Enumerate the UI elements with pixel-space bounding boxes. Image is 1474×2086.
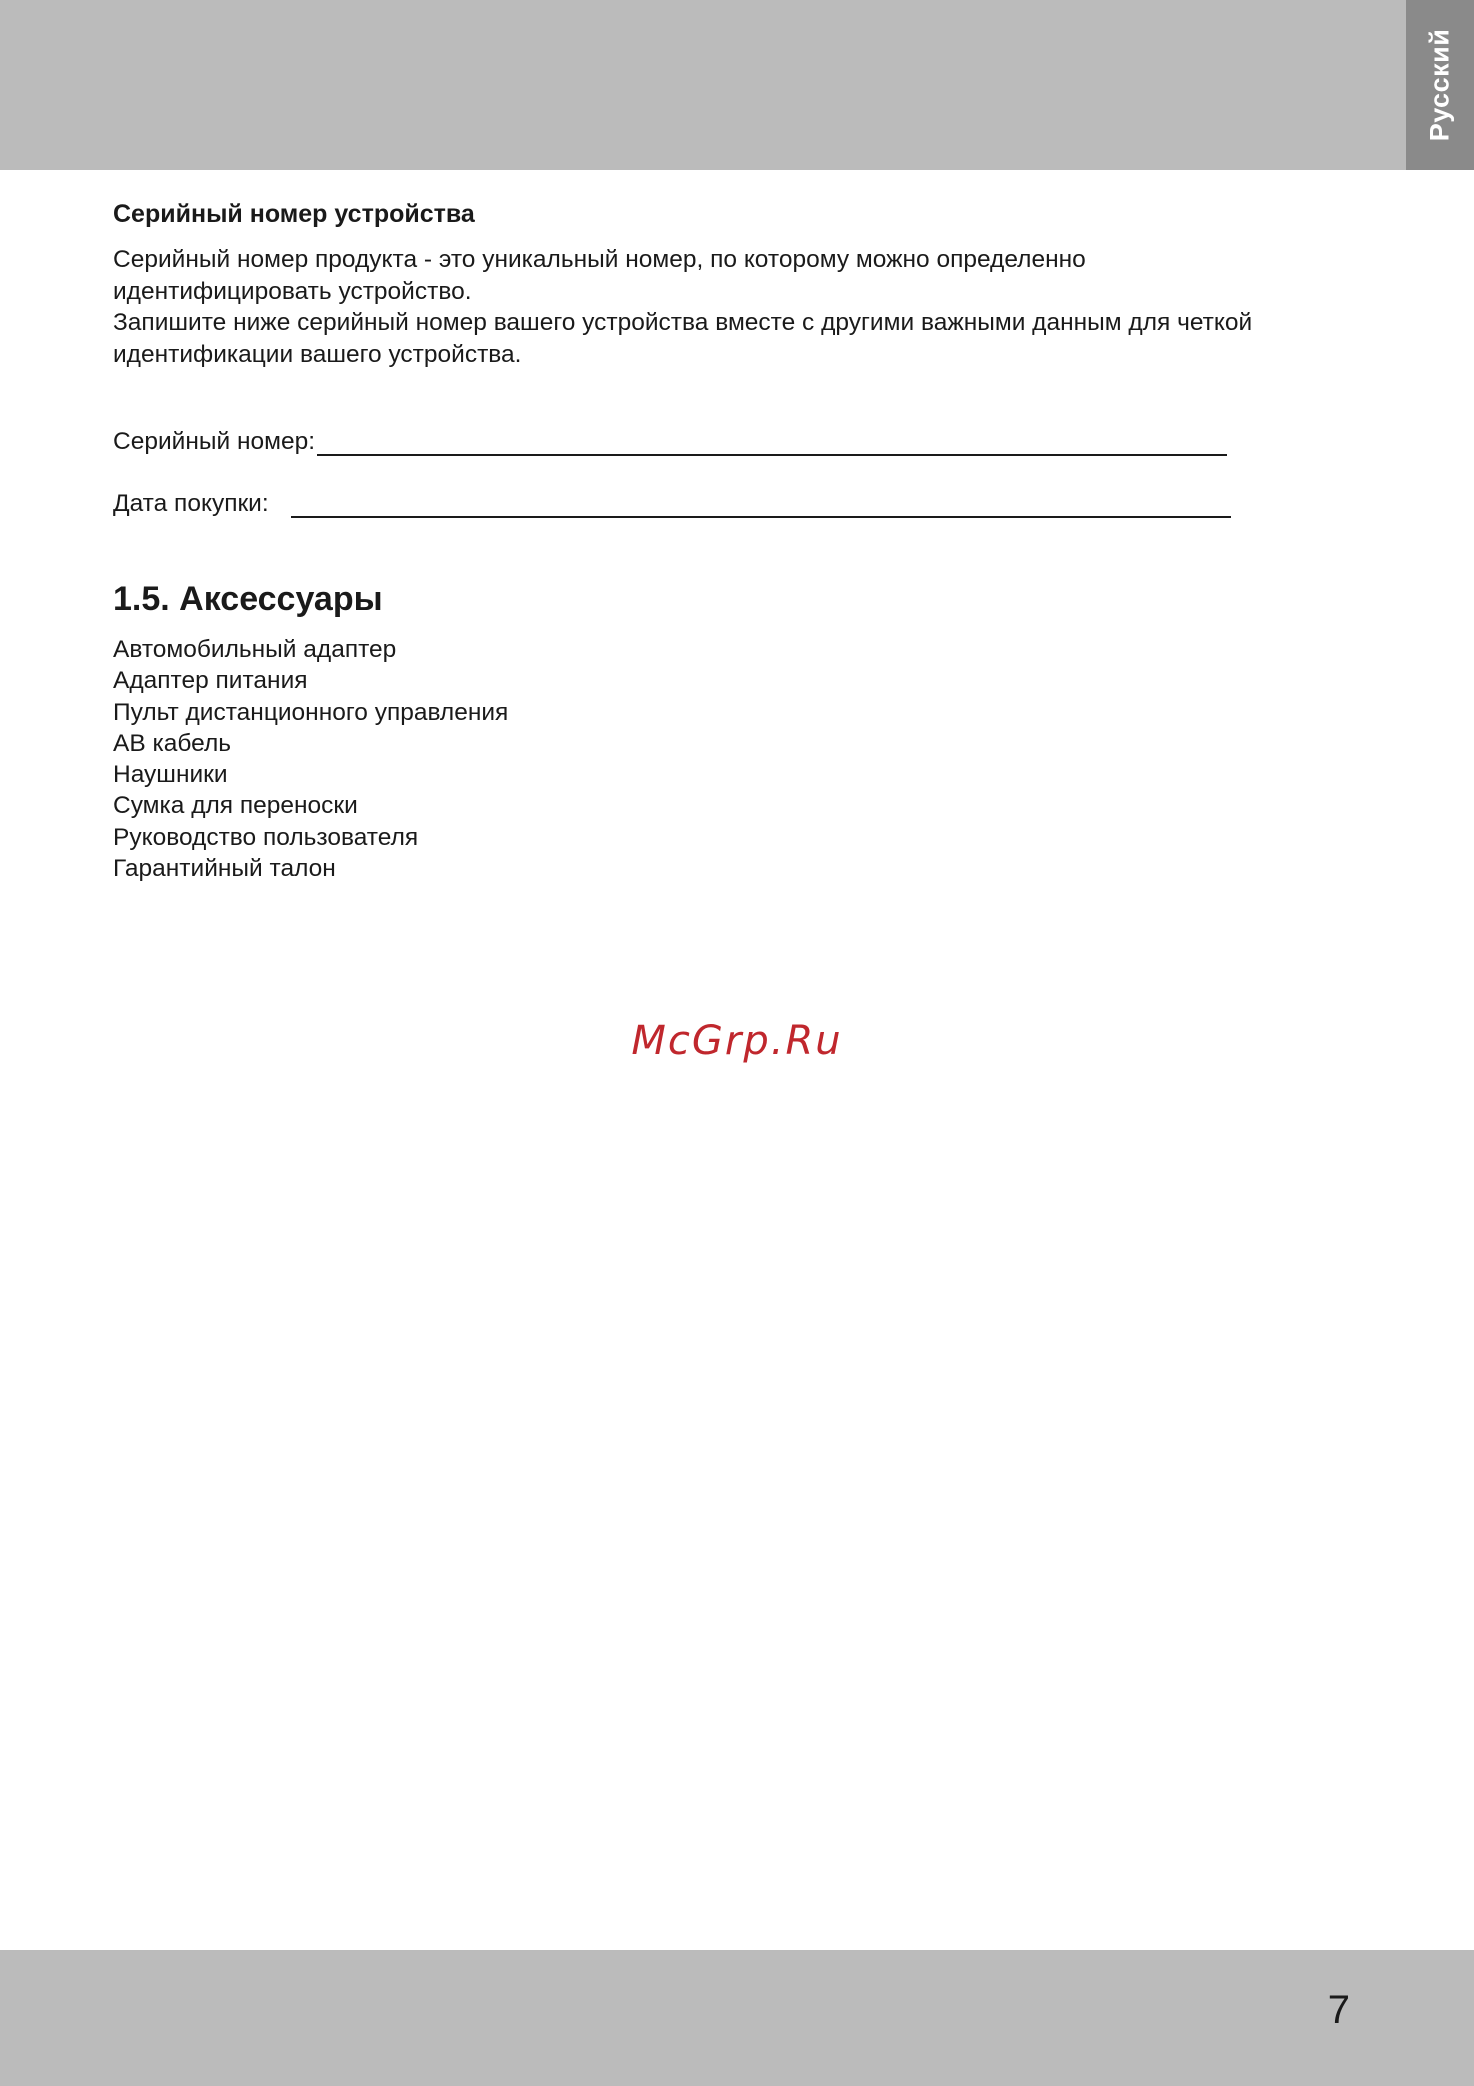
purchase-date-label: Дата покупки:	[113, 490, 269, 517]
serial-paragraph-line-3: Запишите ниже серийный номер вашего устройства вместе с другими важными данным для четкой	[113, 309, 1253, 336]
watermark: McGrp.Ru	[631, 1018, 843, 1064]
list-item: Гарантийный талон	[113, 855, 336, 883]
serial-paragraph-line-1: Серийный номер продукта - это уникальный номер, по которому можно определенно	[113, 246, 1086, 273]
list-item: АВ кабель	[113, 729, 232, 757]
purchase-date-field	[113, 486, 1231, 518]
serial-number-line[interactable]	[317, 424, 1227, 456]
language-tab	[1406, 0, 1474, 170]
header-band	[0, 0, 1474, 170]
page-number: 7	[1327, 1988, 1350, 2032]
list-item: Наушники	[113, 761, 228, 789]
list-item: Руководство пользователя	[113, 823, 419, 851]
accessories-title: 1.5. Аксессуары	[113, 580, 383, 618]
serial-paragraph-line-2: идентифицировать устройство.	[113, 277, 472, 305]
list-item: Пульт дистанционного управления	[113, 698, 509, 726]
language-tab-label: Русский	[1424, 28, 1455, 142]
serial-section-heading: Серийный номер устройства	[113, 200, 475, 228]
serial-section	[113, 196, 1353, 370]
footer-band	[0, 1950, 1474, 2086]
purchase-date-line[interactable]	[291, 486, 1231, 518]
list-item: Автомобильный адаптер	[113, 636, 397, 663]
serial-paragraph-line-4: идентификации вашего устройства.	[113, 340, 522, 368]
serial-number-label: Серийный номер:	[113, 428, 316, 455]
accessories-list	[113, 634, 508, 884]
list-item: Адаптер питания	[113, 667, 308, 695]
serial-number-field	[113, 424, 1227, 456]
list-item: Сумка для переноски	[113, 792, 358, 820]
